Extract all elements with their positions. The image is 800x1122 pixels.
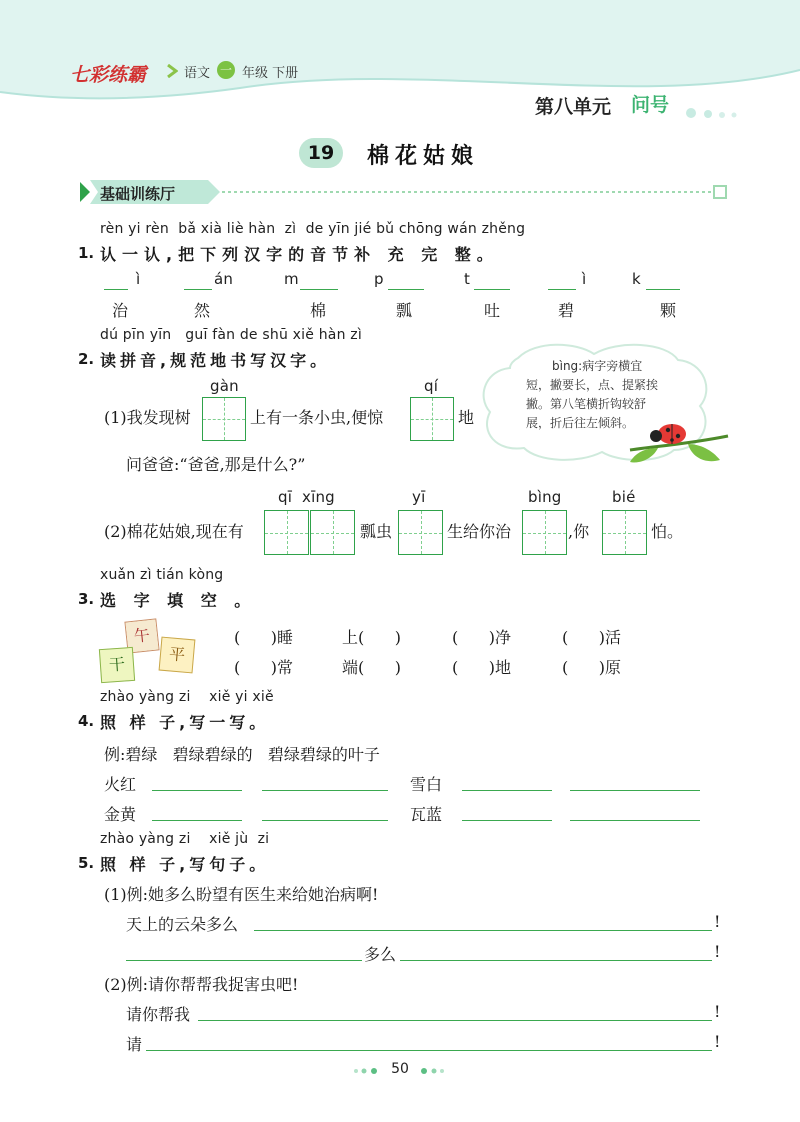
q2-s2-mid3: ,你 — [568, 522, 590, 541]
q4-number: 4. — [78, 712, 95, 730]
answer-line[interactable] — [152, 820, 242, 821]
q4-word: 雪白 — [410, 775, 443, 794]
q2-s2-mid2: 生给你治 — [447, 522, 512, 541]
pinyin-yi: yī — [412, 488, 426, 506]
tip-text-line: 撇。第八笔横折钩较舒 — [526, 397, 647, 411]
q4-word: 金黄 — [104, 805, 137, 824]
q3-number: 3. — [78, 590, 95, 608]
char-zhi: 治 — [112, 301, 129, 320]
syllable-initial: t — [464, 270, 471, 288]
q5-s2-line1-label: 请你帮我 — [126, 1005, 191, 1024]
char-tu: 吐 — [484, 301, 501, 320]
answer-line[interactable] — [462, 820, 552, 821]
syllable-blank[interactable] — [548, 289, 576, 290]
subject-label: 语文 — [184, 66, 211, 81]
syllable-final: ì — [136, 270, 141, 288]
pinyin-bing: bìng — [528, 488, 562, 506]
pinyin-gan: gàn — [210, 377, 239, 395]
q2-s2-end: 怕。 — [651, 522, 684, 541]
answer-line[interactable] — [462, 790, 552, 791]
answer-line[interactable] — [570, 820, 700, 821]
char-ke: 颗 — [660, 301, 677, 320]
char-block: 干 — [99, 647, 135, 683]
q3-question: 选 字 填 空 。 — [100, 591, 257, 610]
syllable-blank[interactable] — [104, 289, 128, 290]
pinyin-bie: bié — [612, 488, 636, 506]
syllable-final: án — [214, 270, 234, 288]
page-number: 50 — [391, 1061, 409, 1077]
answer-line[interactable] — [262, 820, 388, 821]
q2-s1-label: (1)我发现树 — [104, 408, 191, 427]
q5-number: 5. — [78, 854, 95, 872]
q2-s2-label: (2)棉花姑娘,现在有 — [104, 522, 244, 541]
answer-line[interactable] — [198, 1020, 712, 1021]
syllable-final: ì — [582, 270, 587, 288]
tip-pinyin: bìng: — [552, 359, 583, 373]
ladybug-icon — [628, 420, 732, 470]
char-mian: 棉 — [310, 301, 327, 320]
char-bi: 碧 — [558, 301, 575, 320]
q5-example-2: (2)例:请你帮帮我捉害虫吧! — [104, 975, 299, 994]
fill-blank[interactable]: 上( ) — [342, 628, 402, 647]
lesson-number: 19 — [299, 138, 343, 168]
answer-line[interactable] — [126, 960, 362, 961]
fill-blank[interactable]: ( )睡 — [234, 628, 294, 647]
syllable-initial: m — [284, 270, 299, 288]
q5-pinyin: zhào yàng zi xiě jù zi — [100, 831, 270, 847]
fill-blank[interactable]: ( )净 — [452, 628, 512, 647]
pinyin-qi: qí — [424, 377, 439, 395]
syllable-blank[interactable] — [646, 289, 680, 290]
exclamation-mark: ! — [714, 1032, 721, 1051]
pinyin-qixing: qī xīng — [278, 488, 335, 506]
q2-number: 2. — [78, 350, 95, 368]
fill-blank[interactable]: ( )常 — [234, 658, 294, 677]
fill-blank[interactable]: 端( ) — [342, 658, 402, 677]
q2-s1-line2: 问爸爸:“爸爸,那是什么?” — [126, 455, 306, 474]
tip-text-line: 展，折后往左倾斜。 — [526, 416, 635, 430]
section-title: 基础训练厅 — [100, 185, 176, 203]
q3-pinyin: xuǎn zì tián kòng — [100, 567, 224, 583]
exclamation-mark: ! — [714, 1002, 721, 1021]
q2-s2-mid1: 瓢虫 — [360, 522, 393, 541]
q2-question: 读拼音,规范地书写汉字。 — [100, 351, 331, 370]
writing-grid[interactable] — [264, 510, 309, 555]
brand-logo: 七彩练霸 — [70, 64, 147, 86]
writing-grid[interactable] — [522, 510, 567, 555]
writing-grid[interactable] — [202, 397, 246, 441]
q2-s1-mid: 上有一条小虫,便惊 — [250, 408, 384, 427]
q2-s1-end: 地 — [458, 408, 475, 427]
grade-badge: 一 — [217, 61, 235, 79]
q4-word: 火红 — [104, 775, 137, 794]
fill-blank[interactable]: ( )原 — [562, 658, 622, 677]
q5-question: 照 样 子,写句子。 — [100, 855, 270, 874]
syllable-initial: p — [374, 270, 384, 288]
q1-question: 认一认,把下列汉字的音节补 充 完 整。 — [100, 245, 499, 264]
unit-title: 第八单元 — [535, 96, 612, 118]
q5-s1-line2-label: 多么 — [364, 945, 397, 964]
syllable-blank[interactable] — [300, 289, 338, 290]
q4-question: 照 样 子,写一写。 — [100, 713, 270, 732]
dots-decoration-icon — [684, 106, 740, 120]
answer-line[interactable] — [254, 930, 712, 931]
answer-line[interactable] — [262, 790, 388, 791]
syllable-blank[interactable] — [184, 289, 212, 290]
exclamation-mark: ! — [714, 942, 721, 961]
fill-blank[interactable]: ( )地 — [452, 658, 512, 677]
char-ran: 然 — [194, 301, 211, 320]
q5-example-1: (1)例:她多么盼望有医生来给她治病啊! — [104, 885, 379, 904]
unit-tag: 问号 — [631, 94, 670, 116]
tip-text: bìng:病字旁横宜 — [552, 359, 643, 373]
grade-label: 年级 下册 — [242, 66, 299, 81]
fill-blank[interactable]: ( )活 — [562, 628, 622, 647]
answer-line[interactable] — [400, 960, 712, 961]
chevron-right-icon — [166, 64, 178, 78]
q4-word: 瓦蓝 — [410, 805, 443, 824]
syllable-blank[interactable] — [388, 289, 424, 290]
writing-grid[interactable] — [310, 510, 355, 555]
section-bar — [80, 178, 730, 206]
writing-grid[interactable] — [398, 510, 443, 555]
q1-pinyin: rèn yi rèn bǎ xià liè hàn zì de yīn jié bǔ chōng wán zhěng — [100, 221, 526, 237]
q1-number: 1. — [78, 244, 95, 262]
answer-line[interactable] — [570, 790, 700, 791]
q2-pinyin: dú pīn yīn guī fàn de shū xiě hàn zì — [100, 327, 362, 343]
syllable-initial: k — [632, 270, 641, 288]
answer-line[interactable] — [146, 1050, 712, 1051]
syllable-blank[interactable] — [474, 289, 510, 290]
exclamation-mark: ! — [714, 912, 721, 931]
writing-grid[interactable] — [602, 510, 647, 555]
q4-pinyin: zhào yàng zi xiě yi xiě — [100, 689, 274, 705]
lesson-title: 棉花姑娘 — [367, 144, 480, 169]
answer-line[interactable] — [152, 790, 242, 791]
char-piao: 瓢 — [396, 301, 413, 320]
writing-grid[interactable] — [410, 397, 454, 441]
q4-example: 例:碧绿 碧绿碧绿的 碧绿碧绿的叶子 — [104, 745, 380, 764]
q5-s1-line1-label: 天上的云朵多么 — [126, 915, 239, 934]
q5-s2-line2-label: 请 — [126, 1035, 143, 1054]
tip-text-line: 短，撇要长，点、提紧挨 — [526, 378, 659, 392]
char-block: 午 — [124, 618, 159, 653]
char-block: 平 — [159, 637, 196, 674]
